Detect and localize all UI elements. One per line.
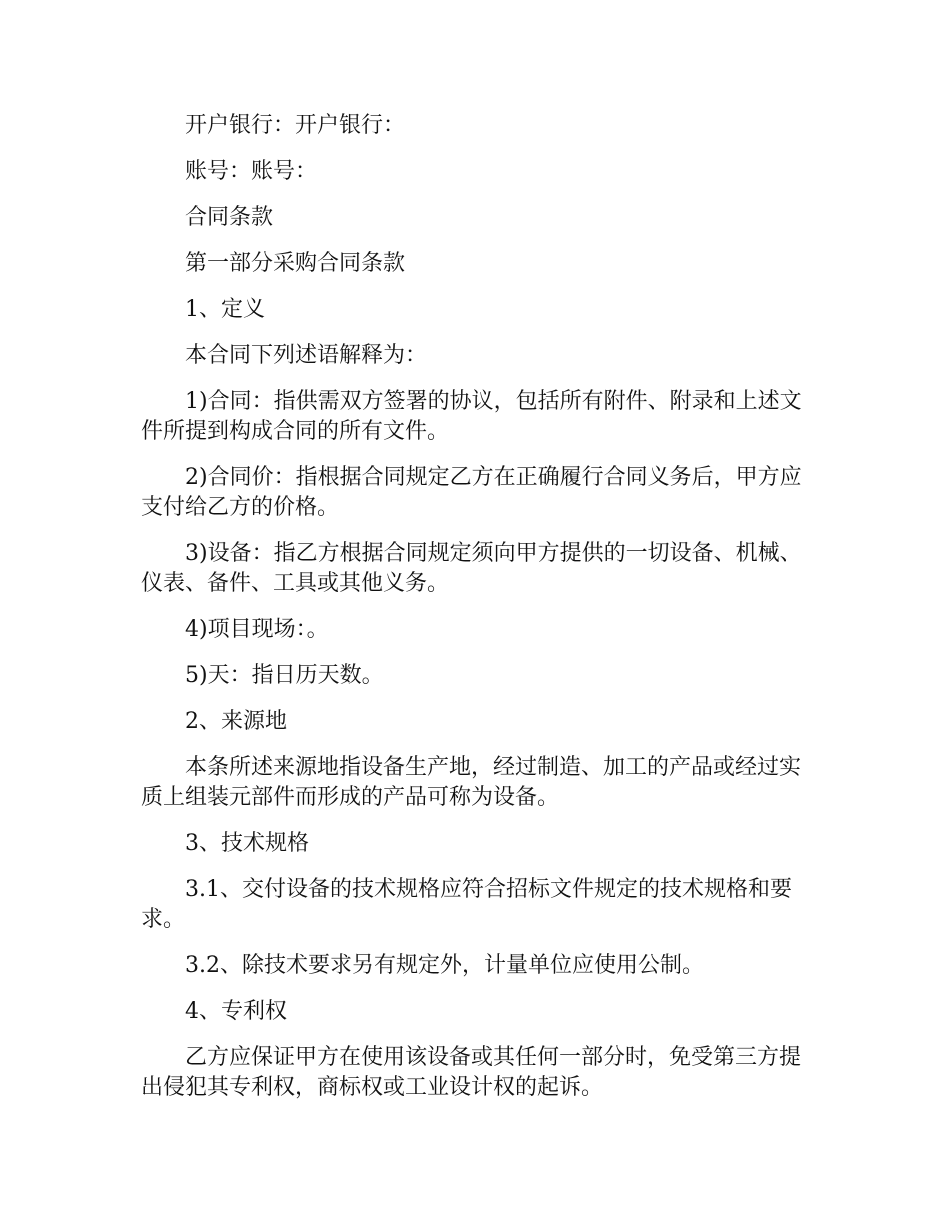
- paragraph-spec-3-2: 3.2、除技术要求另有规定外，计量单位应使用公制。: [185, 953, 704, 978]
- paragraph-definition-contract: 1)合同：指供需双方签署的协议，包括所有附件、附录和上述文件所提到构成合同的所有文件。: [141, 389, 802, 444]
- paragraph-definition-day: 5)天：指日历天数。: [185, 663, 384, 688]
- heading-technical-specs: 3、技术规格: [185, 831, 309, 856]
- paragraph-definitions-intro: 本合同下列述语解释为：: [185, 343, 428, 368]
- document-body: [141, 111, 809, 1119]
- heading-origin: 2、来源地: [185, 709, 287, 734]
- paragraph-definition-equipment: 3)设备：指乙方根据合同规定须向甲方提供的一切设备、机械、仪表、备件、工具或其他义务。: [141, 541, 802, 596]
- heading-patent: 4、专利权: [185, 999, 287, 1024]
- paragraph-origin: 本条所述来源地指设备生产地，经过制造、加工的产品或经过实质上组装元部件而形成的产品可称为设备。: [141, 755, 802, 810]
- heading-contract-terms: 合同条款: [185, 205, 274, 230]
- heading-part-one: 第一部分采购合同条款: [185, 251, 406, 276]
- heading-definitions: 1、定义: [185, 297, 265, 322]
- paragraph-definition-price: 2)合同价：指根据合同规定乙方在正确履行合同义务后，甲方应支付给乙方的价格。: [141, 465, 802, 520]
- paragraph-patent: 乙方应保证甲方在使用该设备或其任何一部分时，免受第三方提出侵犯其专利权，商标权或工业设计权的起诉。: [141, 1045, 802, 1100]
- paragraph-bank-name: 开户银行：开户银行：: [185, 113, 406, 138]
- paragraph-definition-site: 4)项目现场：。: [185, 617, 329, 642]
- paragraph-spec-3-1: 3.1、交付设备的技术规格应符合招标文件规定的技术规格和要求。: [141, 877, 792, 932]
- paragraph-account: 账号：账号：: [185, 159, 318, 184]
